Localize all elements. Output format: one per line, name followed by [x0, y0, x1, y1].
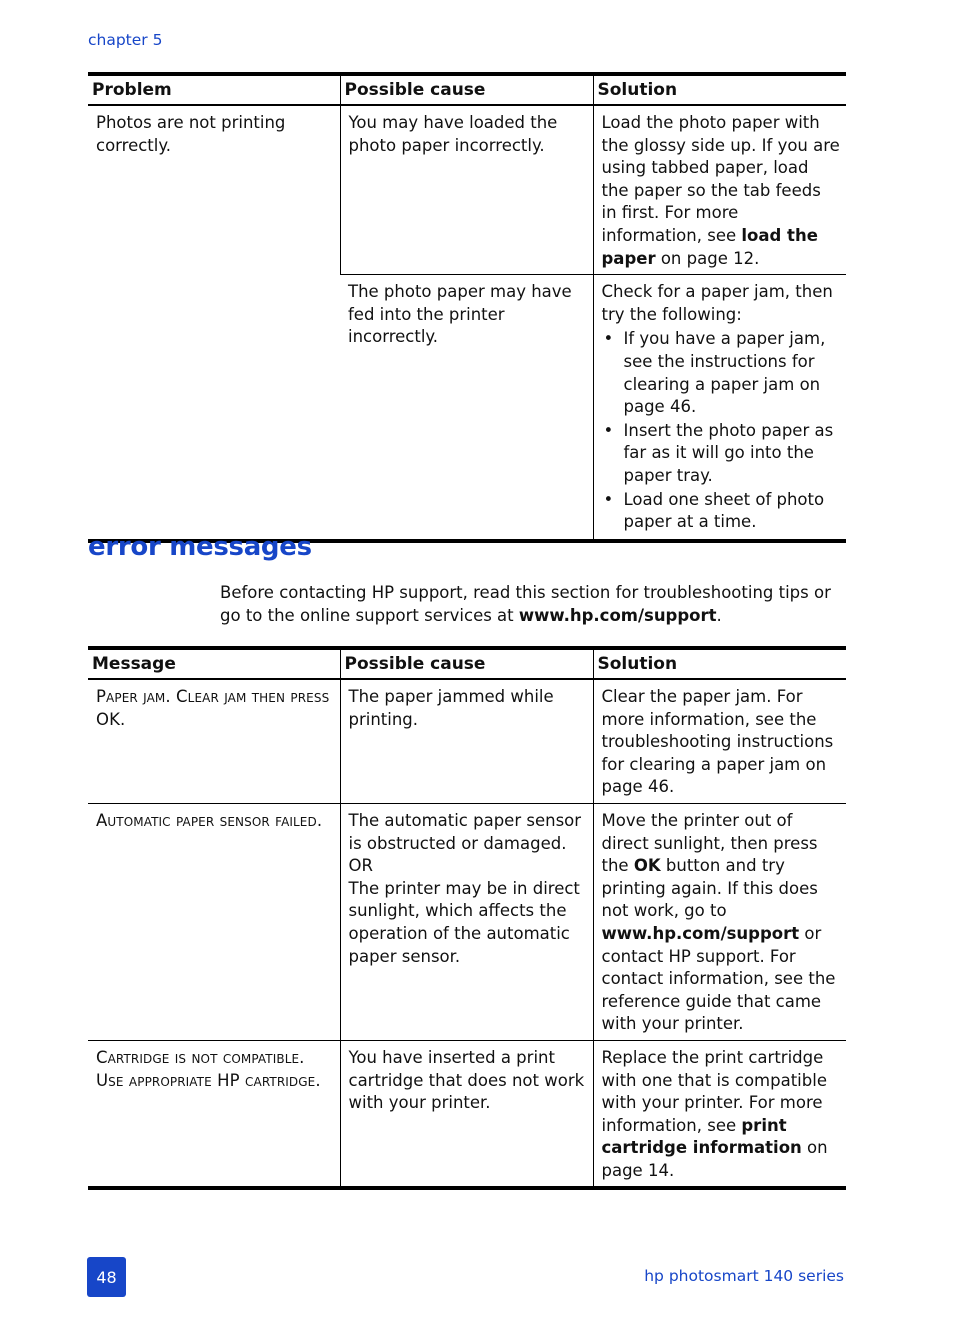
product-name: hp photosmart 140 series [644, 1267, 844, 1285]
list-item: • Insert the photo paper as far as it will go into the paper tray. [602, 420, 841, 488]
table-row [88, 1040, 846, 1188]
cause-cell: You have inserted a print cartridge that does not work with your printer. [340, 1040, 593, 1188]
section-heading: error messages [88, 532, 312, 562]
solution-intro: Check for a paper jam, then try the following: [601, 282, 833, 324]
solution-cell [593, 105, 846, 275]
solution-text: button and try printing again. If this does not work, go to [601, 856, 818, 921]
problem-cell: Photos are not printing correctly. [88, 105, 340, 541]
cause-cell: You may have loaded the photo paper incorrectly. [340, 105, 593, 275]
chapter-label: chapter 5 [88, 31, 163, 49]
message-cell: Cartridge is not compatible. Use appropriate HP cartridge. [88, 1040, 340, 1188]
page-number: 48 [96, 1267, 117, 1287]
error-messages-table [88, 646, 846, 1190]
header-solution: Solution [593, 648, 846, 679]
header-solution: Solution [593, 74, 846, 105]
intro-text: . [716, 605, 722, 625]
list-item: • Load one sheet of photo paper at a time. [602, 489, 841, 534]
table-row [88, 679, 846, 803]
cause-cell [340, 803, 593, 1040]
solution-cell: Clear the paper jam. For more information, see the troubleshooting instructions for clearing a paper jam on page 46. [593, 679, 846, 803]
page-number-badge [87, 1257, 126, 1297]
solution-cell [593, 803, 846, 1040]
cause-cell: The photo paper may have fed into the printer incorrectly. [340, 275, 593, 541]
message-cell: Paper jam. Clear jam then press OK. [88, 679, 340, 803]
list-item: • If you have a paper jam, see the instructions for clearing a paper jam on page 46. [602, 328, 841, 418]
troubleshooting-table [88, 72, 846, 543]
solution-text: on page 14. [601, 1138, 828, 1180]
support-link[interactable]: www.hp.com/support [518, 605, 717, 625]
ok-button-label: OK [633, 856, 661, 876]
cause-text: The automatic paper sensor is obstructed or damaged. [348, 810, 582, 853]
header-problem: Problem [88, 74, 340, 105]
link-load-the-paper[interactable]: load the paper [601, 225, 818, 268]
solution-text: Replace the print cartridge with one that is compatible with your printer. For more information, see [601, 1047, 827, 1135]
section-intro [220, 582, 846, 627]
solution-text: on page 12. [655, 248, 760, 268]
message-cell: Automatic paper sensor failed. [88, 803, 340, 1040]
solution-cell [593, 1040, 846, 1188]
table-row [88, 803, 846, 1040]
support-link[interactable]: www.hp.com/support [601, 923, 800, 943]
cause-or: OR [348, 856, 373, 876]
solution-text: Move the printer out of direct sunlight, then press the [601, 810, 818, 876]
header-possible-cause: Possible cause [340, 74, 593, 105]
solution-cell [593, 275, 846, 541]
table-row [88, 105, 846, 275]
header-possible-cause: Possible cause [340, 648, 593, 679]
solution-text: or contact HP support. For contact information, see the reference guide that came with your printer. [601, 923, 836, 1034]
cause-cell: The paper jammed while printing. [340, 679, 593, 803]
solution-text: Load the photo paper with the glossy side up. If you are using tabbed paper, load the paper so the tab feeds in first. For more information, see [601, 113, 840, 245]
cause-text: The printer may be in direct sunlight, which affects the operation of the automatic paper sensor. [348, 878, 580, 966]
solution-bullet-list [602, 328, 841, 533]
header-message: Message [88, 648, 340, 679]
link-print-cartridge-information[interactable]: print cartridge information [601, 1115, 802, 1158]
intro-text: Before contacting HP support, read this section for troubleshooting tips or go to the online support services at [220, 583, 831, 625]
